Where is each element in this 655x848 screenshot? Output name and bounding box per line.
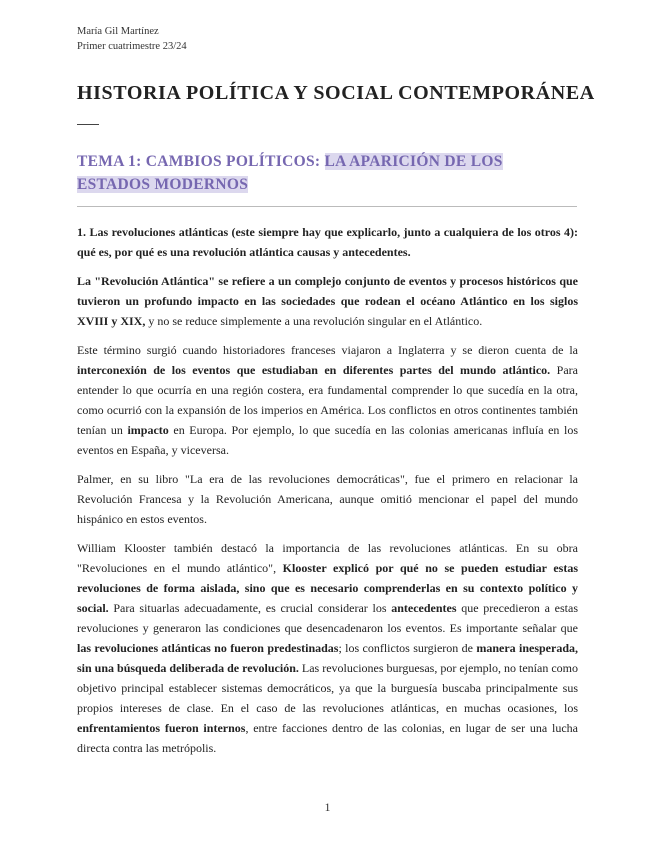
question-heading: 1. Las revoluciones atlánticas (este siempre hay que explicarlo, junto a cualquiera de los otros 4): qué es, por qué es una revolución atlántica causas y antecedentes.	[77, 225, 578, 259]
bold-text: Klooster explicó por qué no se pueden estudiar estas revoluciones de forma aislada, sino que es necesario comprenderlas en su contexto político y social.	[77, 561, 578, 615]
body-paragraph	[77, 340, 578, 460]
document-body	[77, 222, 578, 767]
paragraphs	[77, 271, 578, 758]
text-run: que precedieron a estas revoluciones y generaron las condiciones que desencadenaron los eventos. Es importante señalar que	[77, 601, 579, 635]
body-paragraph	[77, 469, 578, 529]
text-run: , entre facciones dentro de las colonias, en lugar de ser una lucha directa contra las metrópolis.	[77, 721, 578, 755]
text-run: y no se reduce simplemente a una revolución singular en el Atlántico.	[145, 314, 483, 328]
text-run: Para entender lo que ocurría en una región costera, era fundamental comprender lo que sucedía en la otra, como ocurrió con la expansión de los imperios en América. Los conflictos en otros continentes también tenían un	[77, 363, 578, 437]
bold-text: interconexión de los eventos que estudiaban en diferentes partes del mundo atlántico.	[77, 363, 551, 377]
bold-text: impacto	[127, 423, 169, 437]
bold-text: antecedentes	[391, 601, 457, 615]
author-name: María Gil Martínez	[77, 26, 159, 37]
page-number: 1	[324, 800, 331, 814]
topic-heading	[77, 150, 517, 196]
section-divider	[77, 206, 577, 207]
text-run: en Europa. Por ejemplo, lo que sucedía en las colonias americanas influía en los eventos en España, y viceversa.	[77, 423, 578, 457]
bold-text: manera inesperada, sin una búsqueda deliberada de revolución.	[77, 641, 579, 675]
bold-text: La "Revolución Atlántica" se refiere a un complejo conjunto de eventos y procesos históricos que tuvieron un profundo impacto en las sociedades que rodean el océano Atlántico en los siglos XVIII y XIX,	[77, 274, 578, 328]
document-title: HISTORIA POLÍTICA Y SOCIAL CONTEMPORÁNEA	[77, 82, 595, 104]
text-run: ; los conflictos surgieron de	[338, 641, 477, 655]
body-paragraph	[77, 538, 578, 758]
topic-prefix: TEMA 1: CAMBIOS POLÍTICOS:	[77, 153, 325, 170]
header-meta	[77, 24, 187, 54]
topic-highlight: LA APARICIÓN DE LOS ESTADOS MODERNOS	[77, 153, 503, 193]
text-run: William Klooster también destacó la importancia de las revoluciones atlánticas. En su obra "Revoluciones en el mundo atlántico",	[77, 541, 578, 575]
title-underline	[77, 124, 99, 125]
body-paragraph	[77, 271, 578, 331]
text-run: Para situarlas adecuadamente, es crucial considerar los	[108, 601, 392, 615]
text-run: Palmer, en su libro "La era de las revoluciones democráticas", fue el primero en relacionar la Revolución Francesa y la Revolución Americana, aunque omitió mencionar el papel del mundo hispánico en estos eventos.	[77, 472, 578, 526]
text-run: Este término surgió cuando historiadores franceses viajaron a Inglaterra y se dieron cuenta de la	[77, 343, 578, 357]
bold-text: enfrentamientos fueron internos	[77, 721, 246, 735]
bold-text: las revoluciones atlánticas no fueron predestinadas	[77, 641, 339, 655]
term-label: Primer cuatrimestre 23/24	[77, 41, 187, 52]
text-run: Las revoluciones burguesas, por ejemplo, no tenían como objetivo principal establecer sistemas democráticos, ya que la burguesía buscaba principalmente sus propios intereses de clase. En el caso de las revoluciones atlánticas, en muchas ocasiones, los	[77, 661, 578, 715]
